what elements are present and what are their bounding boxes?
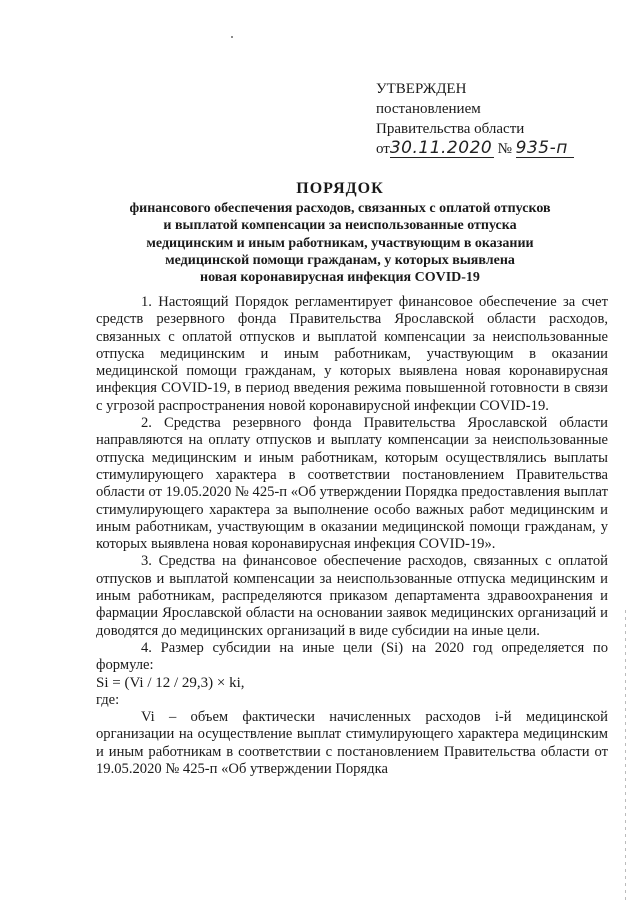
- date-prefix: от: [376, 141, 390, 157]
- paragraph-3: 3. Средства на финансовое обеспечение расходов, связанных с оплатой отпусков и выплатой компенсации за неиспользованные отпуска медицинским и иным работникам, распределяются приказом департамента здравоохранения и фармации Ярославской области на основании заявок медицинских организаций и доводятся до медицинских организаций в виде субсидии на иные цели.: [96, 553, 608, 639]
- approval-line-3: Правительства области: [376, 121, 525, 137]
- handwritten-date: 30.11.2020: [389, 138, 493, 158]
- subtitle-line: новая коронавирусная инфекция COVID-19: [200, 270, 480, 286]
- paragraph-1: 1. Настоящий Порядок регламентирует финансовое обеспечение за счет средств резервного фонда Правительства Ярославской области расходов, связанных с оплатой отпусков и выплатой компенсации за неиспользованные отпуска медицинским и иным работникам, участвующим в оказании медицинской помощи гражданам, у которых выявлена новая коронавирусная инфекция COVID-19, в период введения режима повышенной готовности в связи с угрозой распространения новой коронавирусной инфекции COVID-19.: [96, 294, 608, 414]
- approval-stamp-block: [376, 79, 626, 159]
- paragraph-4: 4. Размер субсидии на иные цели (Si) на 2020 год определяется по формуле:: [96, 639, 608, 674]
- subtitle-line: медицинским и иным работникам, участвующим в оказании: [146, 235, 534, 251]
- paragraph-5: Vi – объем фактически начисленных расходов i-й медицинской организации на осуществление выплат стимулирующего характера медицинским и иным работникам в соответствии с постановлением Правительства области от 19.05.2020 № 425-п «Об утверждении Порядка: [96, 709, 608, 778]
- approval-date-line: [376, 139, 626, 159]
- subtitle-line: и выплатой компенсации за неиспользованные отпуска: [163, 218, 517, 234]
- paragraph-2: 2. Средства резервного фонда Правительства Ярославской области направляются на оплату отпусков и выплату компенсации за неиспользованные отпуска медицинским и иным работникам, которым осуществлялись выплаты стимулирующего характера в соответствии постановлением Правительства области от 19.05.2020 № 425-п «Об утверждении Порядка предоставления выплат стимулирующего характера за выполнение особо важных работ медицинским и иным работникам, участвующим в оказании медицинской помощи гражданам, у которых выявлена новая коронавирусная инфекция COVID-19».: [96, 415, 608, 553]
- subtitle-line: медицинской помощи гражданам, у которых выявлена: [165, 252, 515, 268]
- scan-speck: [231, 36, 233, 38]
- subtitle-line: финансового обеспечения расходов, связанных с оплатой отпусков: [129, 201, 551, 216]
- handwritten-number: 935-п: [516, 139, 574, 158]
- scan-margin-line: [625, 610, 626, 900]
- document-title: ПОРЯДОК: [296, 180, 384, 197]
- document-body: [96, 294, 608, 778]
- where-label: где:: [96, 691, 120, 708]
- number-sign: №: [497, 141, 512, 157]
- approval-line-1: УТВЕРЖДЕН: [376, 81, 467, 97]
- formula: Si = (Vi / 12 / 29,3) × ki,: [96, 674, 245, 691]
- approval-line-2: постановлением: [376, 101, 481, 117]
- document-subtitle: [60, 200, 620, 286]
